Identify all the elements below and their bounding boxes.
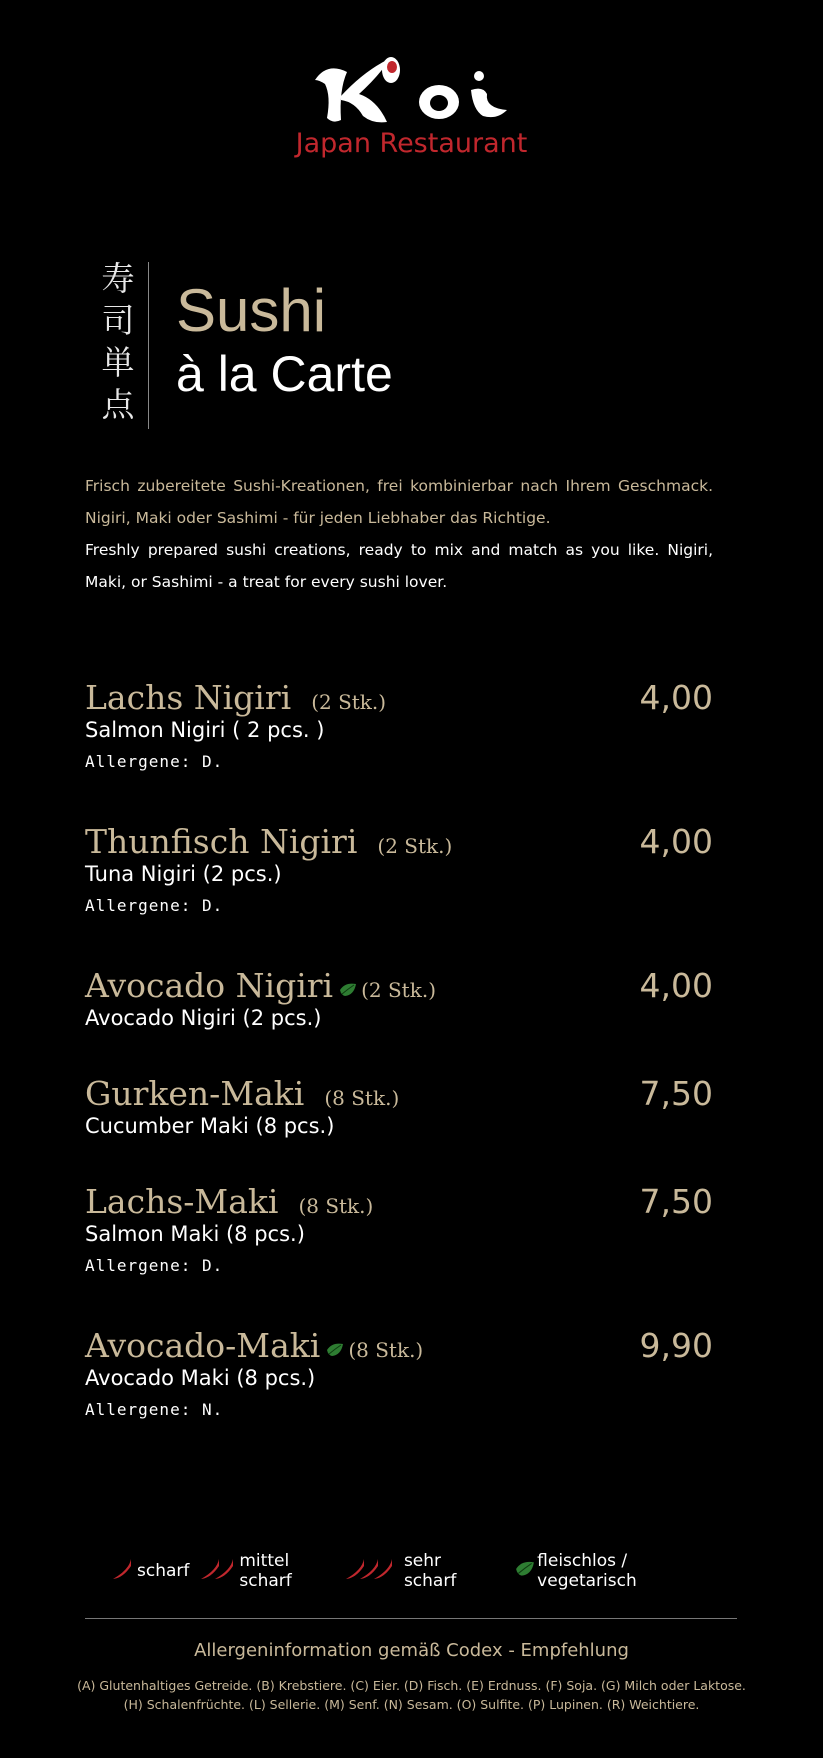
menu-item xyxy=(85,1324,713,1419)
item-name-en: Avocado Maki (8 pcs.) xyxy=(85,1366,316,1390)
item-name-en: Salmon Maki (8 pcs.) xyxy=(85,1222,305,1246)
legend-label-very-spicy: sehr scharf xyxy=(403,1551,457,1591)
kanji-char: 単 xyxy=(101,343,135,382)
menu-item xyxy=(85,1072,713,1140)
kanji-char: 寿 xyxy=(101,259,135,298)
menu-item xyxy=(85,820,713,915)
item-price: 7,50 xyxy=(639,1074,713,1113)
item-price: 4,00 xyxy=(639,678,713,717)
legend-vegetarian xyxy=(515,1551,713,1591)
allergen-info-text xyxy=(60,1676,763,1714)
menu-item xyxy=(85,964,713,1032)
legend-label-spicy: scharf xyxy=(137,1561,190,1581)
vegetarian-leaf-icon xyxy=(326,1342,344,1363)
item-quantity: (8 Stk.) xyxy=(298,1194,374,1218)
item-allergens: Allergene: N. xyxy=(85,1400,224,1419)
allergen-info-title: Allergeninformation gemäß Codex - Empfehlung xyxy=(194,1640,629,1661)
item-allergens: Allergene: D. xyxy=(85,752,224,771)
allergen-info-line: (H) Schalenfrüchte. (L) Sellerie. (M) Senf. (N) Sesam. (O) Sulfite. (P) Lupinen. (R) Weichtiere. xyxy=(123,1697,700,1712)
menu-item xyxy=(85,1180,713,1275)
item-quantity: (8 Stk.) xyxy=(324,1086,400,1110)
section-subtitle: à la Carte xyxy=(176,346,393,402)
item-quantity: (2 Stk.) xyxy=(311,690,387,714)
kanji-char: 点 xyxy=(101,385,135,424)
item-name-en: Salmon Nigiri ( 2 pcs. ) xyxy=(85,718,325,742)
vegetarian-leaf-icon xyxy=(339,982,357,1003)
item-name-de: Lachs-Maki xyxy=(85,1182,279,1221)
legend-label-medium-spicy: mittel scharf xyxy=(239,1551,292,1591)
intro-german: Frisch zubereitete Sushi-Kreationen, frei kombinierbar nach Ihrem Geschmack. Nigiri, Maki oder Sashimi - für jeden Liebhaber das Richtige. xyxy=(85,477,713,527)
restaurant-logo xyxy=(0,50,823,159)
leaf-icon xyxy=(515,1560,537,1583)
item-quantity: (2 Stk.) xyxy=(361,978,436,1002)
restaurant-subtitle: Japan Restaurant xyxy=(295,128,528,159)
item-name-en: Avocado Nigiri (2 pcs.) xyxy=(85,1006,322,1030)
item-quantity: (2 Stk.) xyxy=(377,834,453,858)
chili-double-icon xyxy=(199,1556,239,1587)
chili-triple-icon xyxy=(344,1556,398,1587)
footer-divider xyxy=(85,1618,737,1619)
menu-item xyxy=(85,676,713,771)
legend-spicy xyxy=(109,1556,189,1587)
koi-logo-icon xyxy=(307,50,517,130)
item-name-de: Lachs Nigiri xyxy=(85,678,292,717)
item-name-de: Avocado-Maki xyxy=(85,1326,321,1365)
item-name-de: Gurken-Maki xyxy=(85,1074,305,1113)
item-price: 4,00 xyxy=(639,966,713,1005)
item-price: 9,90 xyxy=(639,1326,713,1365)
item-allergens: Allergene: D. xyxy=(85,896,224,915)
legend-medium-spicy xyxy=(199,1551,334,1591)
intro-english: Freshly prepared sushi creations, ready to mix and match as you like. Nigiri, Maki, or Sashimi - a treat for every sushi lover. xyxy=(85,541,713,591)
item-allergens: Allergene: D. xyxy=(85,1256,224,1275)
item-name-en: Cucumber Maki (8 pcs.) xyxy=(85,1114,335,1138)
legend xyxy=(85,1551,713,1591)
item-name-de: Thunfisch Nigiri xyxy=(85,822,358,861)
section-title: Sushi xyxy=(176,277,327,344)
kanji-char: 司 xyxy=(101,301,135,340)
kanji-title xyxy=(96,258,140,426)
allergen-info-line: (A) Glutenhaltiges Getreide. (B) Krebstiere. (C) Eier. (D) Fisch. (E) Erdnuss. (F) Soja. (G) Milch oder Laktose. xyxy=(77,1678,746,1693)
item-quantity: (8 Stk.) xyxy=(348,1338,424,1362)
item-price: 7,50 xyxy=(639,1182,713,1221)
item-name-de: Avocado Nigiri xyxy=(85,966,334,1005)
legend-label-vegetarian: fleischlos / vegetarisch xyxy=(537,1551,637,1591)
title-divider xyxy=(148,262,149,429)
legend-very-spicy xyxy=(344,1551,485,1591)
item-name-en: Tuna Nigiri (2 pcs.) xyxy=(85,862,282,886)
chili-icon xyxy=(109,1556,137,1587)
item-price: 4,00 xyxy=(639,822,713,861)
